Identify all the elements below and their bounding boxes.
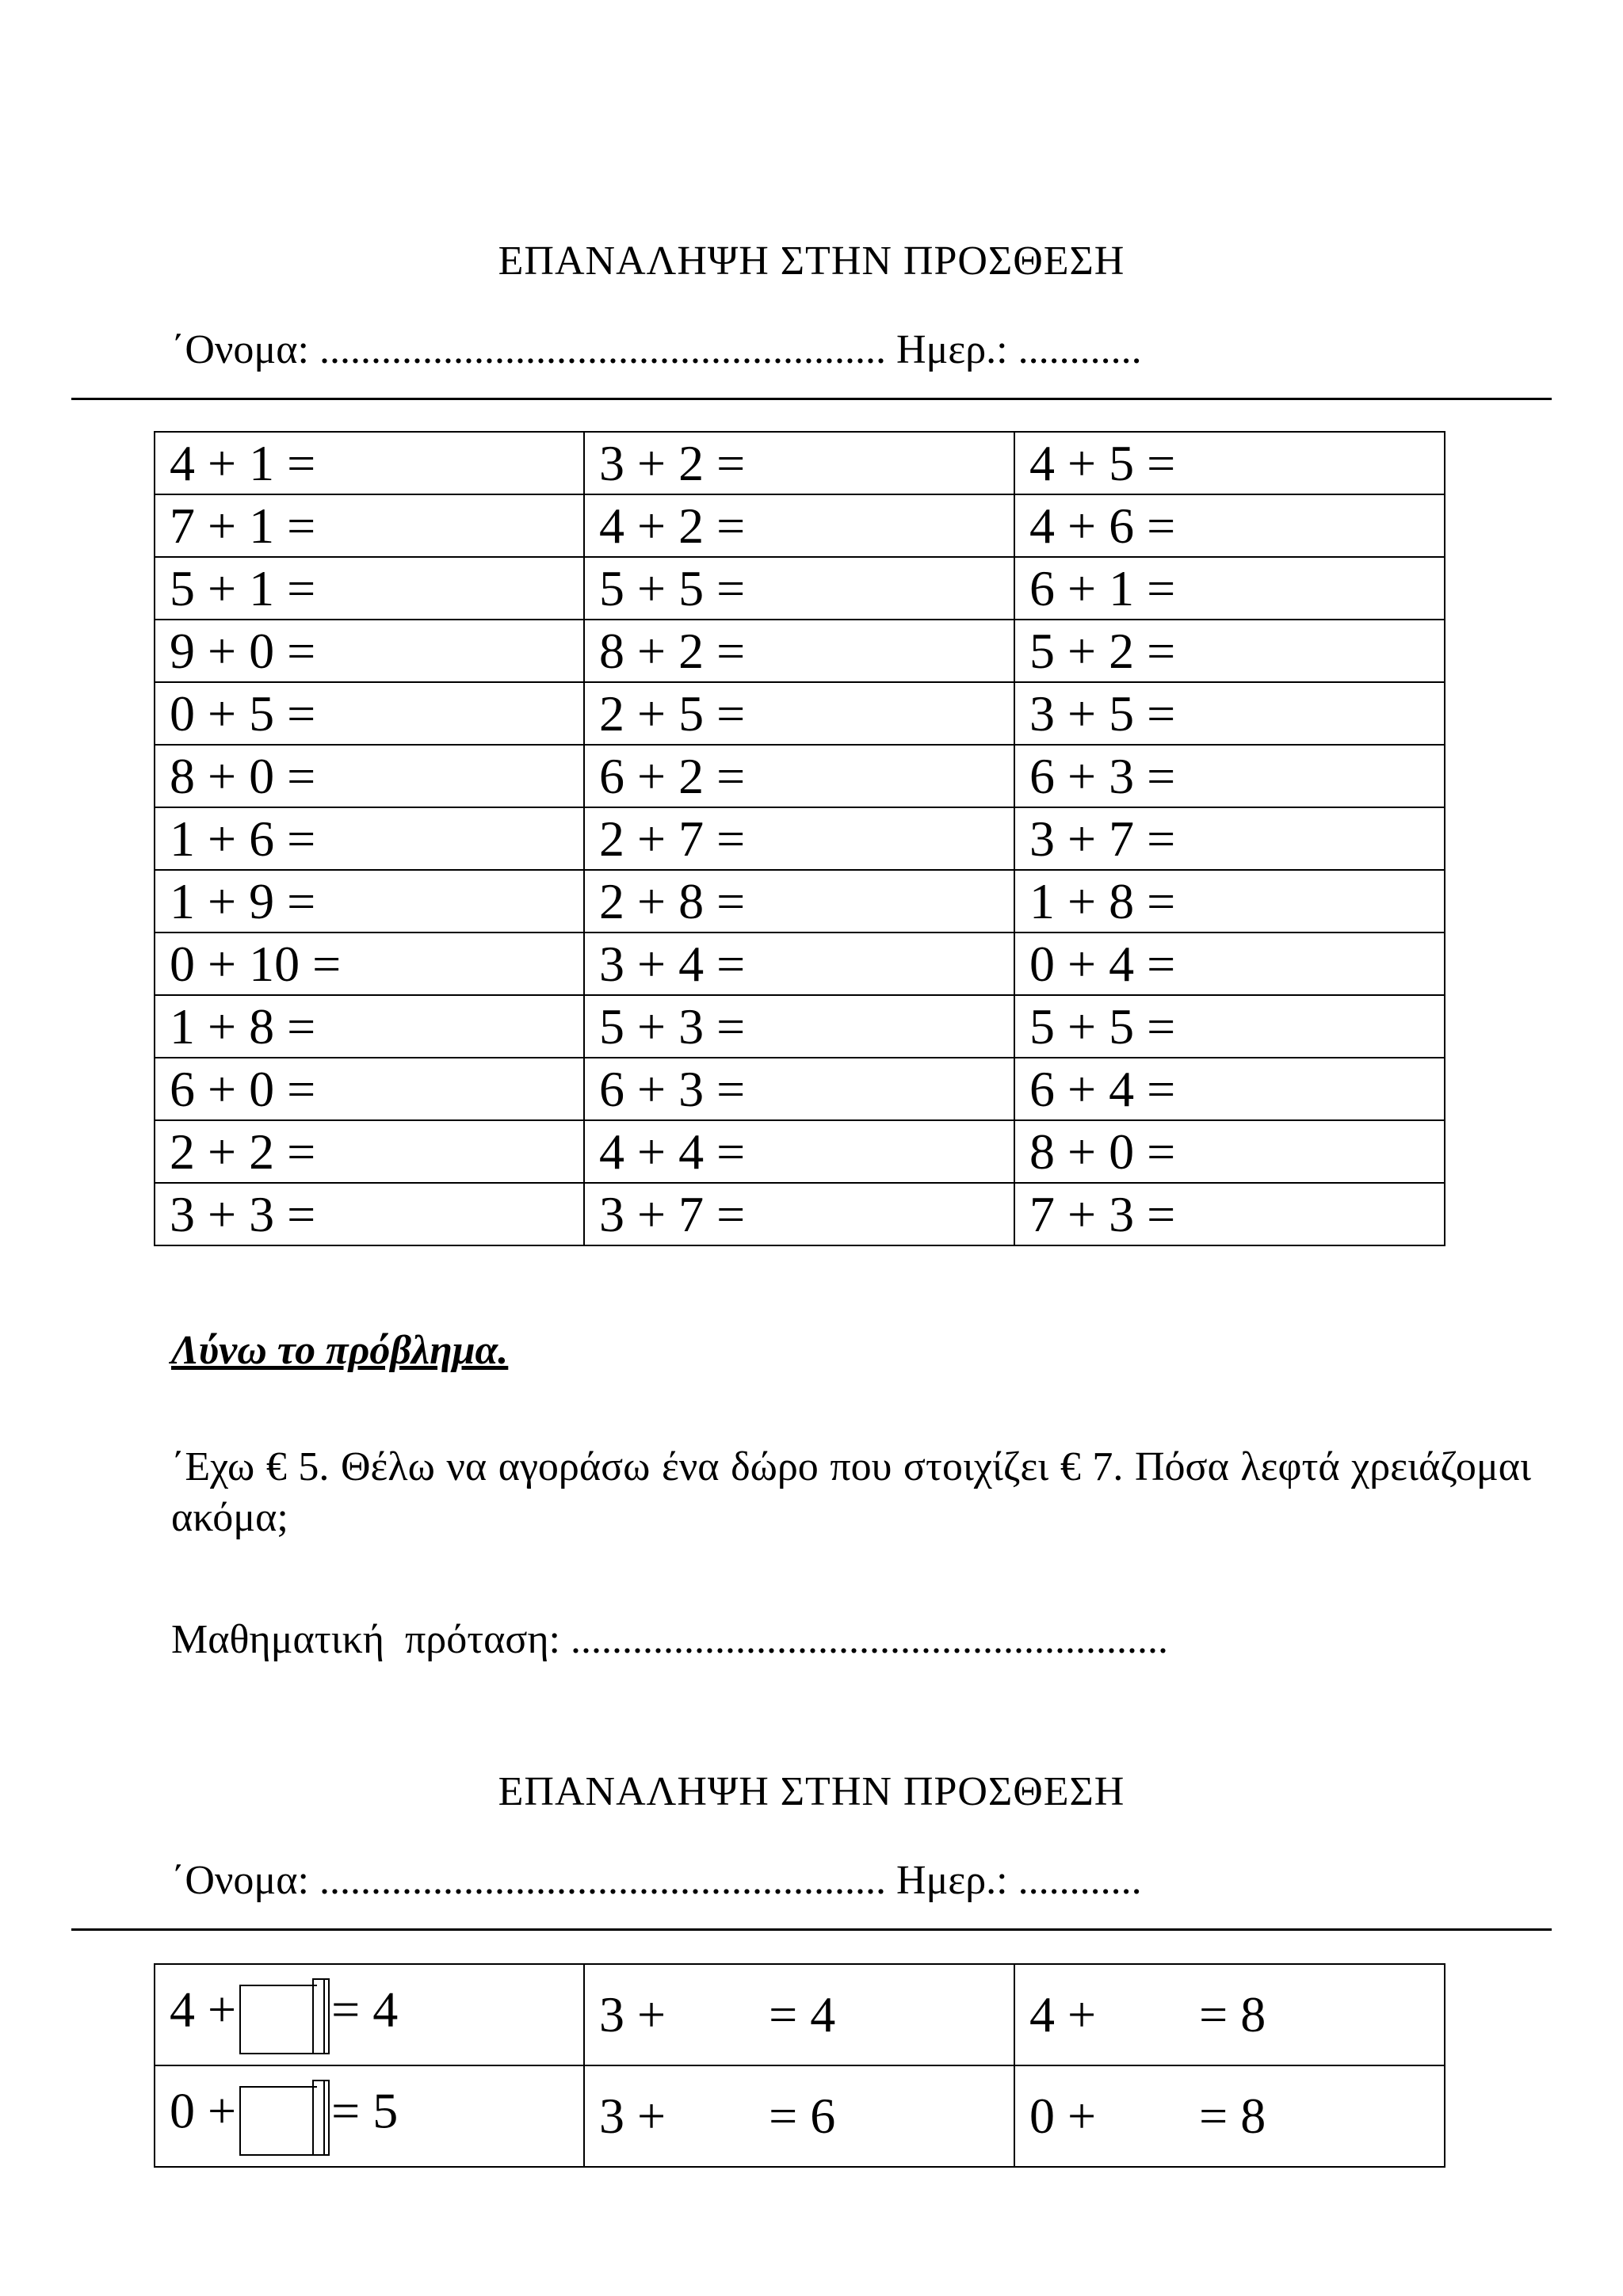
missing-addend-cell bbox=[155, 1964, 584, 2065]
sum-cell: 7 + 3 = bbox=[1014, 1183, 1445, 1245]
sum-cell: 8 + 0 = bbox=[155, 745, 584, 807]
sum-cell: 6 + 1 = bbox=[1014, 557, 1445, 620]
equation-left: 3 + bbox=[599, 2088, 666, 2144]
addition-table bbox=[154, 431, 1445, 1246]
sum-cell: 1 + 9 = bbox=[155, 870, 584, 933]
table-row bbox=[155, 432, 1445, 494]
table-row bbox=[155, 807, 1445, 870]
table-row bbox=[155, 682, 1445, 745]
sum-cell: 1 + 6 = bbox=[155, 807, 584, 870]
answer-box[interactable] bbox=[236, 1978, 331, 2051]
equation-right: = 6 bbox=[769, 2088, 836, 2144]
sum-cell: 0 + 5 = bbox=[155, 682, 584, 745]
sum-cell: 1 + 8 = bbox=[155, 995, 584, 1058]
missing-addend-cell bbox=[584, 1964, 1014, 2065]
equation-right: = 8 bbox=[1199, 1986, 1266, 2042]
worksheet2-divider bbox=[71, 1928, 1552, 1931]
missing-addend-cell bbox=[1014, 1964, 1445, 2065]
equation-right: = 5 bbox=[331, 2082, 399, 2139]
sum-cell: 2 + 5 = bbox=[584, 682, 1014, 745]
sum-cell: 2 + 8 = bbox=[584, 870, 1014, 933]
missing-addend-cell bbox=[584, 2065, 1014, 2167]
missing-addend-table bbox=[154, 1963, 1445, 2168]
table-row bbox=[155, 2065, 1445, 2167]
sum-cell: 4 + 1 = bbox=[155, 432, 584, 494]
table-row bbox=[155, 1058, 1445, 1120]
table-row bbox=[155, 620, 1445, 682]
table-row bbox=[155, 933, 1445, 995]
sum-cell: 1 + 8 = bbox=[1014, 870, 1445, 933]
math-sentence-line: Μαθηματική πρόταση: .......................................................... bbox=[171, 1617, 1169, 1662]
equation-right: = 8 bbox=[1199, 2088, 1266, 2144]
sum-cell: 4 + 2 = bbox=[584, 494, 1014, 557]
equation-right: = 4 bbox=[769, 1986, 836, 2042]
equation-left: 0 + bbox=[170, 2082, 237, 2139]
missing-addend-cell bbox=[1014, 2065, 1445, 2167]
sum-cell: 6 + 4 = bbox=[1014, 1058, 1445, 1120]
sum-cell: 6 + 3 = bbox=[584, 1058, 1014, 1120]
table-row bbox=[155, 557, 1445, 620]
equation-left: 3 + bbox=[599, 1986, 666, 2042]
sum-cell: 6 + 2 = bbox=[584, 745, 1014, 807]
worksheet1-name-date-line: ΄Ονομα: ....................................................... Ημερ.: ............ bbox=[171, 327, 1142, 372]
equation-right: = 4 bbox=[331, 1981, 399, 2038]
sum-cell: 2 + 7 = bbox=[584, 807, 1014, 870]
equation-left: 4 + bbox=[170, 1981, 237, 2038]
sum-cell: 3 + 3 = bbox=[155, 1183, 584, 1245]
sum-cell: 5 + 3 = bbox=[584, 995, 1014, 1058]
sum-cell: 4 + 6 = bbox=[1014, 494, 1445, 557]
sum-cell: 5 + 5 = bbox=[584, 557, 1014, 620]
table-row bbox=[155, 1183, 1445, 1245]
worksheet1-divider bbox=[71, 398, 1552, 400]
missing-addend-cell bbox=[155, 2065, 584, 2167]
table-row bbox=[155, 1964, 1445, 2065]
sum-cell: 0 + 4 = bbox=[1014, 933, 1445, 995]
sum-cell: 5 + 1 = bbox=[155, 557, 584, 620]
table-row bbox=[155, 745, 1445, 807]
table-row bbox=[155, 1120, 1445, 1183]
sum-cell: 3 + 2 = bbox=[584, 432, 1014, 494]
sum-cell: 3 + 7 = bbox=[1014, 807, 1445, 870]
equation-left: 0 + bbox=[1029, 2088, 1097, 2144]
sum-cell: 0 + 10 = bbox=[155, 933, 584, 995]
sum-cell: 3 + 5 = bbox=[1014, 682, 1445, 745]
table-row bbox=[155, 995, 1445, 1058]
sum-cell: 3 + 7 = bbox=[584, 1183, 1014, 1245]
worksheet2-name-date-line: ΄Ονομα: ....................................................... Ημερ.: ............ bbox=[171, 1858, 1142, 1903]
sum-cell: 4 + 4 = bbox=[584, 1120, 1014, 1183]
sum-cell: 9 + 0 = bbox=[155, 620, 584, 682]
equation-left: 4 + bbox=[1029, 1986, 1097, 2042]
sum-cell: 7 + 1 = bbox=[155, 494, 584, 557]
sum-cell: 5 + 2 = bbox=[1014, 620, 1445, 682]
sum-cell: 4 + 5 = bbox=[1014, 432, 1445, 494]
sum-cell: 3 + 4 = bbox=[584, 933, 1014, 995]
answer-box[interactable] bbox=[236, 2080, 331, 2153]
sum-cell: 6 + 3 = bbox=[1014, 745, 1445, 807]
sum-cell: 6 + 0 = bbox=[155, 1058, 584, 1120]
sum-cell: 8 + 0 = bbox=[1014, 1120, 1445, 1183]
sum-cell: 8 + 2 = bbox=[584, 620, 1014, 682]
problem-text: ΄Εχω € 5. Θέλω να αγοράσω ένα δώρο που στοιχίζει € 7. Πόσα λεφτά χρειάζομαι ακόμα; bbox=[171, 1444, 1531, 1540]
sum-cell: 2 + 2 = bbox=[155, 1120, 584, 1183]
table-row bbox=[155, 870, 1445, 933]
table-row bbox=[155, 494, 1445, 557]
sum-cell: 5 + 5 = bbox=[1014, 995, 1445, 1058]
problem-heading: Λύνω το πρόβλημα. bbox=[171, 1328, 509, 1373]
worksheet1-title: ΕΠΑΝΑΛΗΨΗ ΣΤΗΝ ΠΡΟΣΘΕΣΗ bbox=[498, 238, 1125, 284]
worksheet2-title: ΕΠΑΝΑΛΗΨΗ ΣΤΗΝ ΠΡΟΣΘΕΣΗ bbox=[498, 1769, 1125, 1814]
